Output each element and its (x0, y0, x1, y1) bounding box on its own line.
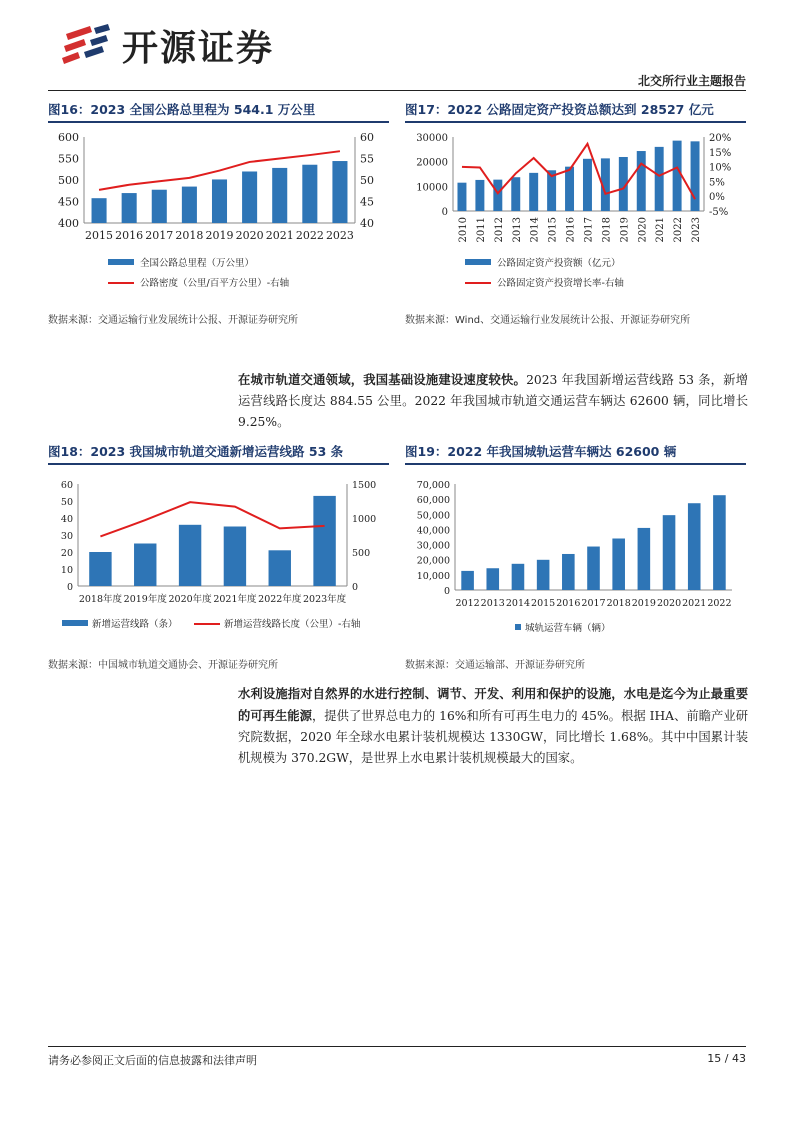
bar-2012 (493, 180, 502, 211)
y-left-tick-label: 20,000 (416, 555, 450, 567)
bar-2017 (587, 547, 600, 590)
y-right-tick-label: 50 (360, 174, 374, 187)
paragraph-rail-transit-lead: 在城市轨道交通领域，我国基础设施建设速度较快。 (238, 372, 527, 387)
bar-2015 (537, 560, 550, 590)
bar-2022 (302, 165, 317, 223)
paragraph-hydro-body: ，提供了世界总电力的 16%和所有可再生电力的 45%。根据 IHA、前瞻产业研究院数据，2020 年全球水电累计装机规模达 1330GW，同比增长 1.68%。其中中国累计装机规模为 370.2GW，是世界上水电累计装机规模最大的国家。 (238, 709, 748, 765)
bar-2015 (92, 198, 107, 223)
x-tick-label: 2018年度 (78, 594, 123, 605)
bar-2022 (673, 141, 682, 211)
bar-2020年度 (179, 525, 201, 586)
x-tick-label: 2017 (581, 598, 606, 609)
bar-2022年度 (269, 550, 291, 586)
y-right-tick-label: 10% (709, 162, 732, 174)
fig19-source: 数据来源：交通运输部、开源证券研究所 (405, 660, 585, 671)
fig19-header (405, 441, 746, 465)
x-tick-label: 2016 (565, 217, 577, 243)
legend-bar-label: 新增运营线路（条） (92, 619, 178, 630)
fig19-chart (405, 468, 746, 638)
fig16-title: 图16：2023 全国公路总里程为 544.1 万公里 (48, 102, 316, 117)
x-tick-label: 2019 (205, 229, 234, 242)
fig17-header (405, 99, 746, 123)
legend-bar-label: 城轨运营车辆（辆） (525, 623, 611, 634)
y-right-tick-label: 20% (709, 133, 732, 144)
x-tick-label: 2021 (265, 229, 294, 242)
legend-line-label: 公路固定资产投资增长率-右轴 (497, 278, 624, 289)
x-tick-label: 2016 (115, 229, 144, 242)
bar-2020 (663, 515, 676, 590)
x-tick-label: 2012 (493, 217, 505, 243)
paragraph-hydro-lead: 水利设施指对自然界的水进行控制、调节、开发、利用和保护的设施，水电是迄今为止最重要的可再生能源 (238, 686, 748, 723)
x-tick-label: 2017 (145, 229, 174, 242)
bar-2012 (461, 571, 474, 590)
company-name: 开源证券 (122, 27, 275, 69)
bar-2020 (242, 171, 257, 223)
x-tick-label: 2017 (583, 217, 595, 243)
y-left-tick-label: 30000 (416, 133, 448, 144)
x-tick-label: 2016 (556, 598, 581, 609)
x-tick-label: 2018 (175, 229, 204, 242)
bar-2013 (511, 177, 520, 211)
y-right-tick-label: 55 (360, 152, 374, 166)
bar-2023年度 (313, 496, 335, 586)
x-tick-label: 2019 (619, 217, 631, 243)
y-right-tick-label: 15% (709, 147, 732, 159)
x-tick-label: 2022 (673, 217, 685, 243)
logo-mark-icon (60, 24, 112, 66)
x-tick-label: 2022年度 (258, 594, 302, 605)
fig17-title: 图17：2022 公路固定资产投资总额达到 28527 亿元 (405, 102, 714, 117)
y-left-tick-label: 10 (60, 565, 73, 576)
series-line (100, 502, 324, 536)
x-tick-label: 2020 (235, 229, 264, 242)
x-tick-label: 2020 (656, 598, 682, 609)
y-left-tick-label: 70,000 (416, 480, 450, 491)
x-tick-label: 2019 (631, 598, 656, 609)
bar-2016 (565, 167, 574, 211)
y-left-tick-label: 600 (58, 131, 79, 144)
legend-bar-label: 全国公路总里程（万公里） (140, 258, 255, 269)
x-tick-label: 2022 (707, 598, 732, 609)
y-right-tick-label: 1500 (352, 480, 377, 491)
bar-2018年度 (89, 552, 111, 586)
y-right-tick-label: 40 (360, 217, 374, 230)
fig18-title: 图18：2023 我国城市轨道交通新增运营线路 53 条 (48, 444, 344, 459)
fig17-source: 数据来源：Wind、交通运输行业发展统计公报、开源证券研究所 (405, 315, 691, 326)
x-tick-label: 2015 (85, 229, 114, 242)
bar-2023 (691, 141, 700, 211)
paragraph-hydro (238, 683, 748, 769)
fig18-title-rule (48, 463, 389, 465)
footer-divider (48, 1046, 746, 1047)
y-left-tick-label: 30,000 (416, 540, 450, 552)
bar-2018 (612, 538, 625, 590)
y-left-tick-label: 0 (441, 207, 448, 218)
y-right-tick-label: 0% (709, 192, 725, 204)
bar-2018 (182, 187, 197, 223)
x-tick-label: 2015 (547, 217, 559, 243)
y-right-tick-label: 5% (709, 177, 725, 189)
y-right-tick-label: 0 (352, 582, 359, 593)
legend-bar-swatch (62, 620, 88, 626)
y-left-tick-label: 500 (58, 174, 79, 187)
y-left-tick-label: 40,000 (416, 525, 450, 537)
x-tick-label: 2021年度 (213, 594, 257, 605)
y-left-tick-label: 550 (58, 152, 79, 166)
x-tick-label: 2012 (455, 598, 480, 609)
fig18-chart (48, 468, 389, 638)
page-number: 15 / 43 (707, 1052, 746, 1065)
x-tick-label: 2014 (529, 217, 541, 243)
fig18-header (48, 441, 389, 465)
bar-2016 (562, 554, 575, 590)
x-tick-label: 2013 (511, 217, 523, 243)
x-tick-label: 2021 (682, 598, 707, 609)
paragraph-rail-transit (238, 369, 748, 433)
y-left-tick-label: 10000 (416, 182, 448, 194)
y-left-tick-label: 50,000 (416, 510, 450, 522)
bar-2010 (457, 183, 466, 211)
y-left-tick-label: 30 (60, 531, 73, 542)
legend-bar-swatch (108, 259, 134, 265)
x-tick-label: 2020 (637, 217, 649, 243)
bar-2014 (529, 173, 538, 211)
y-right-tick-label: 45 (360, 195, 374, 209)
x-tick-label: 2023年度 (302, 594, 347, 605)
y-left-tick-label: 10,000 (416, 570, 450, 582)
fig17-title-rule (405, 121, 746, 123)
footer-disclaimer: 请务必参阅正文后面的信息披露和法律声明 (48, 1054, 257, 1067)
bar-2021 (688, 503, 701, 590)
x-tick-label: 2023 (325, 229, 354, 242)
x-tick-label: 2011 (475, 217, 487, 243)
y-left-tick-label: 40 (60, 514, 73, 525)
bar-2019年度 (134, 544, 156, 587)
y-right-tick-label: 500 (352, 548, 371, 559)
y-left-tick-label: 450 (58, 195, 79, 209)
fig16-header (48, 99, 389, 123)
x-tick-label: 2020年度 (168, 594, 212, 605)
bar-2019 (212, 179, 227, 223)
y-left-tick-label: 20 (60, 548, 73, 559)
bar-2023 (332, 161, 347, 223)
bar-2014 (512, 564, 525, 590)
paragraph-rail-transit-body: 2023 年我国新增运营线路 53 条，新增运营线路长度达 884.55 公里。2022 年我国城市轨道交通运营车辆达 62600 辆，同比增长 9.25%。 (238, 373, 748, 429)
x-tick-label: 2018 (606, 598, 631, 609)
report-type: 北交所行业主题报告 (637, 74, 746, 88)
x-tick-label: 2022 (295, 229, 324, 242)
x-tick-label: 2018 (601, 217, 613, 243)
x-tick-label: 2010 (457, 217, 469, 243)
y-left-tick-label: 20000 (416, 157, 448, 169)
y-right-tick-label: -5% (709, 207, 729, 218)
legend-bar-label: 公路固定资产投资额（亿元） (497, 258, 621, 269)
x-tick-label: 2013 (480, 598, 505, 609)
bar-2021年度 (224, 527, 246, 587)
y-left-tick-label: 60,000 (416, 495, 450, 507)
x-tick-label: 2019年度 (123, 594, 167, 605)
y-left-tick-label: 60 (60, 480, 73, 491)
bar-2021 (272, 168, 287, 223)
fig16-source: 数据来源：交通运输行业发展统计公报、开源证券研究所 (48, 315, 298, 326)
fig17-chart (405, 125, 746, 300)
y-left-tick-label: 0 (443, 586, 450, 597)
bar-2022 (713, 495, 726, 590)
fig19-title-rule (405, 463, 746, 465)
y-left-tick-label: 50 (60, 497, 73, 508)
bar-2013 (486, 568, 499, 590)
legend-line-label: 新增运营线路长度（公里）-右轴 (224, 619, 361, 630)
y-right-tick-label: 60 (360, 131, 374, 144)
fig16-title-rule (48, 121, 389, 123)
bar-2016 (122, 193, 137, 223)
bar-2011 (475, 180, 484, 211)
legend-bar-swatch (515, 624, 521, 630)
bar-2019 (638, 528, 651, 590)
bar-2017 (152, 190, 167, 223)
legend-bar-swatch (465, 259, 491, 265)
x-tick-label: 2021 (655, 217, 667, 243)
y-left-tick-label: 0 (66, 582, 73, 593)
bar-2021 (655, 147, 664, 211)
y-left-tick-label: 400 (58, 217, 79, 230)
x-tick-label: 2023 (691, 217, 703, 243)
fig18-source: 数据来源：中国城市轨道交通协会、开源证券研究所 (48, 660, 278, 671)
bar-2020 (637, 151, 646, 211)
header-divider (48, 90, 746, 91)
fig19-title: 图19：2022 年我国城轨运营车辆达 62600 辆 (405, 444, 677, 459)
x-tick-label: 2014 (505, 598, 531, 609)
legend-line-label: 公路密度（公里/百平方公里）-右轴 (140, 278, 290, 289)
x-tick-label: 2015 (531, 598, 556, 609)
y-right-tick-label: 1000 (352, 514, 377, 525)
fig16-chart (48, 125, 389, 300)
company-logo (60, 20, 274, 70)
bar-2017 (583, 159, 592, 211)
